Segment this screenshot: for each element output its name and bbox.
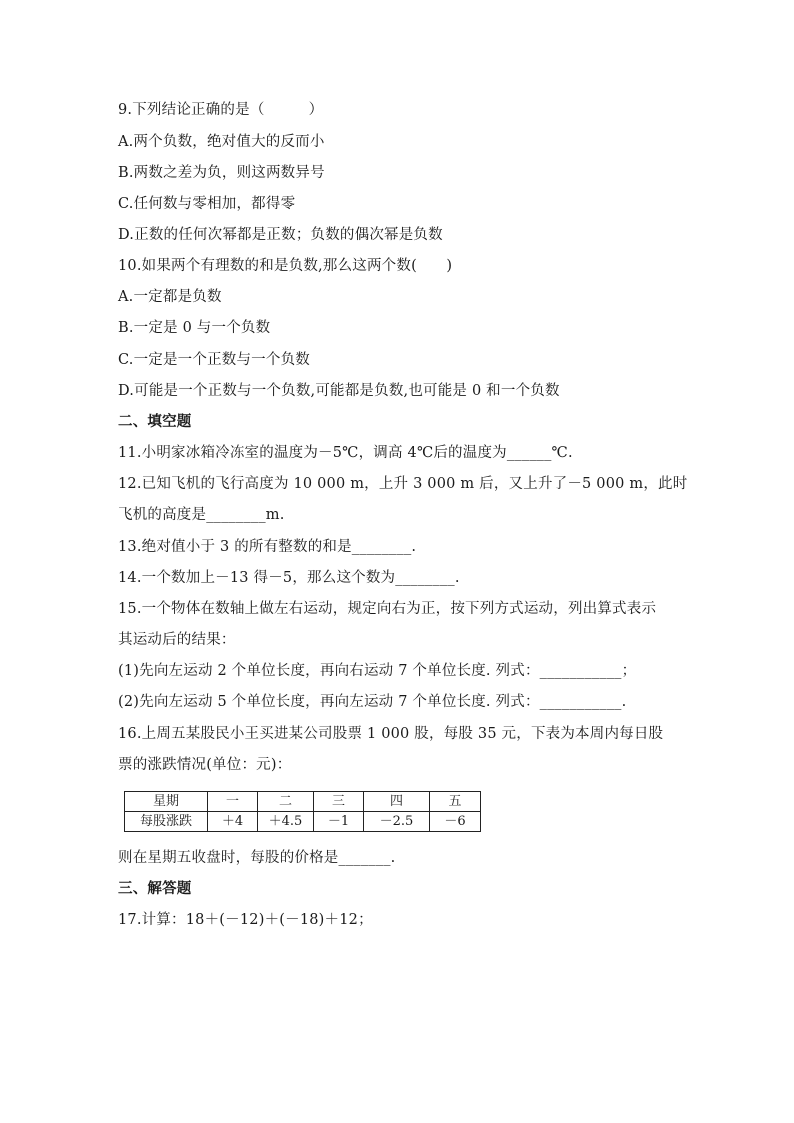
table-cell: 一 (208, 792, 258, 812)
q9-stem: 9.下列结论正确的是（ ） (118, 102, 324, 118)
table-cell: 五 (430, 792, 481, 812)
table-cell: ＋4 (208, 812, 258, 832)
q15-line1: 15.一个物体在数轴上做左右运动，规定向右为正，按下列方式运动，列出算式表示 (118, 601, 657, 617)
q10-option-b: B.一定是 0 与一个负数 (118, 320, 271, 336)
q13: 13.绝对值小于 3 的所有整数的和是________. (118, 539, 417, 555)
table-cell: －2.5 (364, 812, 430, 832)
q15-sub1: (1)先向左运动 2 个单位长度，再向右运动 7 个单位长度. 列式：___________； (118, 663, 637, 679)
q10-stem: 10.如果两个有理数的和是负数,那么这两个数( ) (118, 258, 453, 274)
table-cell: －1 (314, 812, 364, 832)
q9-option-d: D.正数的任何次幂都是正数；负数的偶次幂是负数 (118, 227, 443, 243)
table-cell: 二 (258, 792, 314, 812)
q17: 17.计算：18＋(－12)＋(－18)＋12； (118, 912, 373, 928)
q15-sub2: (2)先向左运动 5 个单位长度，再向左运动 7 个单位长度. 列式：___________. (118, 694, 627, 710)
q10-option-c: C.一定是一个正数与一个负数 (118, 352, 310, 368)
q10-option-a: A.一定都是负数 (118, 289, 222, 305)
q14: 14.一个数加上－13 得－5，那么这个数为________. (118, 570, 460, 586)
table-row (125, 812, 481, 832)
section-heading-fill-blank: 二、填空题 (118, 413, 192, 430)
section-heading-solve: 三、解答题 (118, 880, 192, 897)
q12-line2: 飞机的高度是________m. (118, 507, 285, 523)
q9-option-c: C.任何数与零相加，都得零 (118, 196, 296, 212)
table-cell: ＋4.5 (258, 812, 314, 832)
table-cell: 每股涨跌 (125, 812, 208, 832)
stock-change-table (124, 791, 481, 832)
q11: 11.小明家冰箱冷冻室的温度为－5℃，调高 4℃后的温度为______℃. (118, 445, 573, 461)
table-cell: 三 (314, 792, 364, 812)
q15-line2: 其运动后的结果： (118, 632, 236, 648)
q12-line1: 12.已知飞机的飞行高度为 10 000 m，上升 3 000 m 后，又上升了－5 000 m，此时 (118, 476, 688, 492)
q16-line1: 16.上周五某股民小王买进某公司股票 1 000 股，每股 35 元，下表为本周内每日股 (118, 726, 664, 742)
q10-option-d: D.可能是一个正数与一个负数,可能都是负数,也可能是 0 和一个负数 (118, 383, 560, 399)
table-cell: 四 (364, 792, 430, 812)
q16-line2: 票的涨跌情况(单位：元)： (118, 757, 292, 773)
table-cell: －6 (430, 812, 481, 832)
q16-after: 则在星期五收盘时，每股的价格是_______. (118, 850, 396, 866)
q9-option-a: A.两个负数，绝对值大的反而小 (118, 134, 325, 150)
table-cell: 星期 (125, 792, 208, 812)
table-header-row (125, 792, 481, 812)
q9-option-b: B.两数之差为负，则这两数异号 (118, 165, 325, 181)
